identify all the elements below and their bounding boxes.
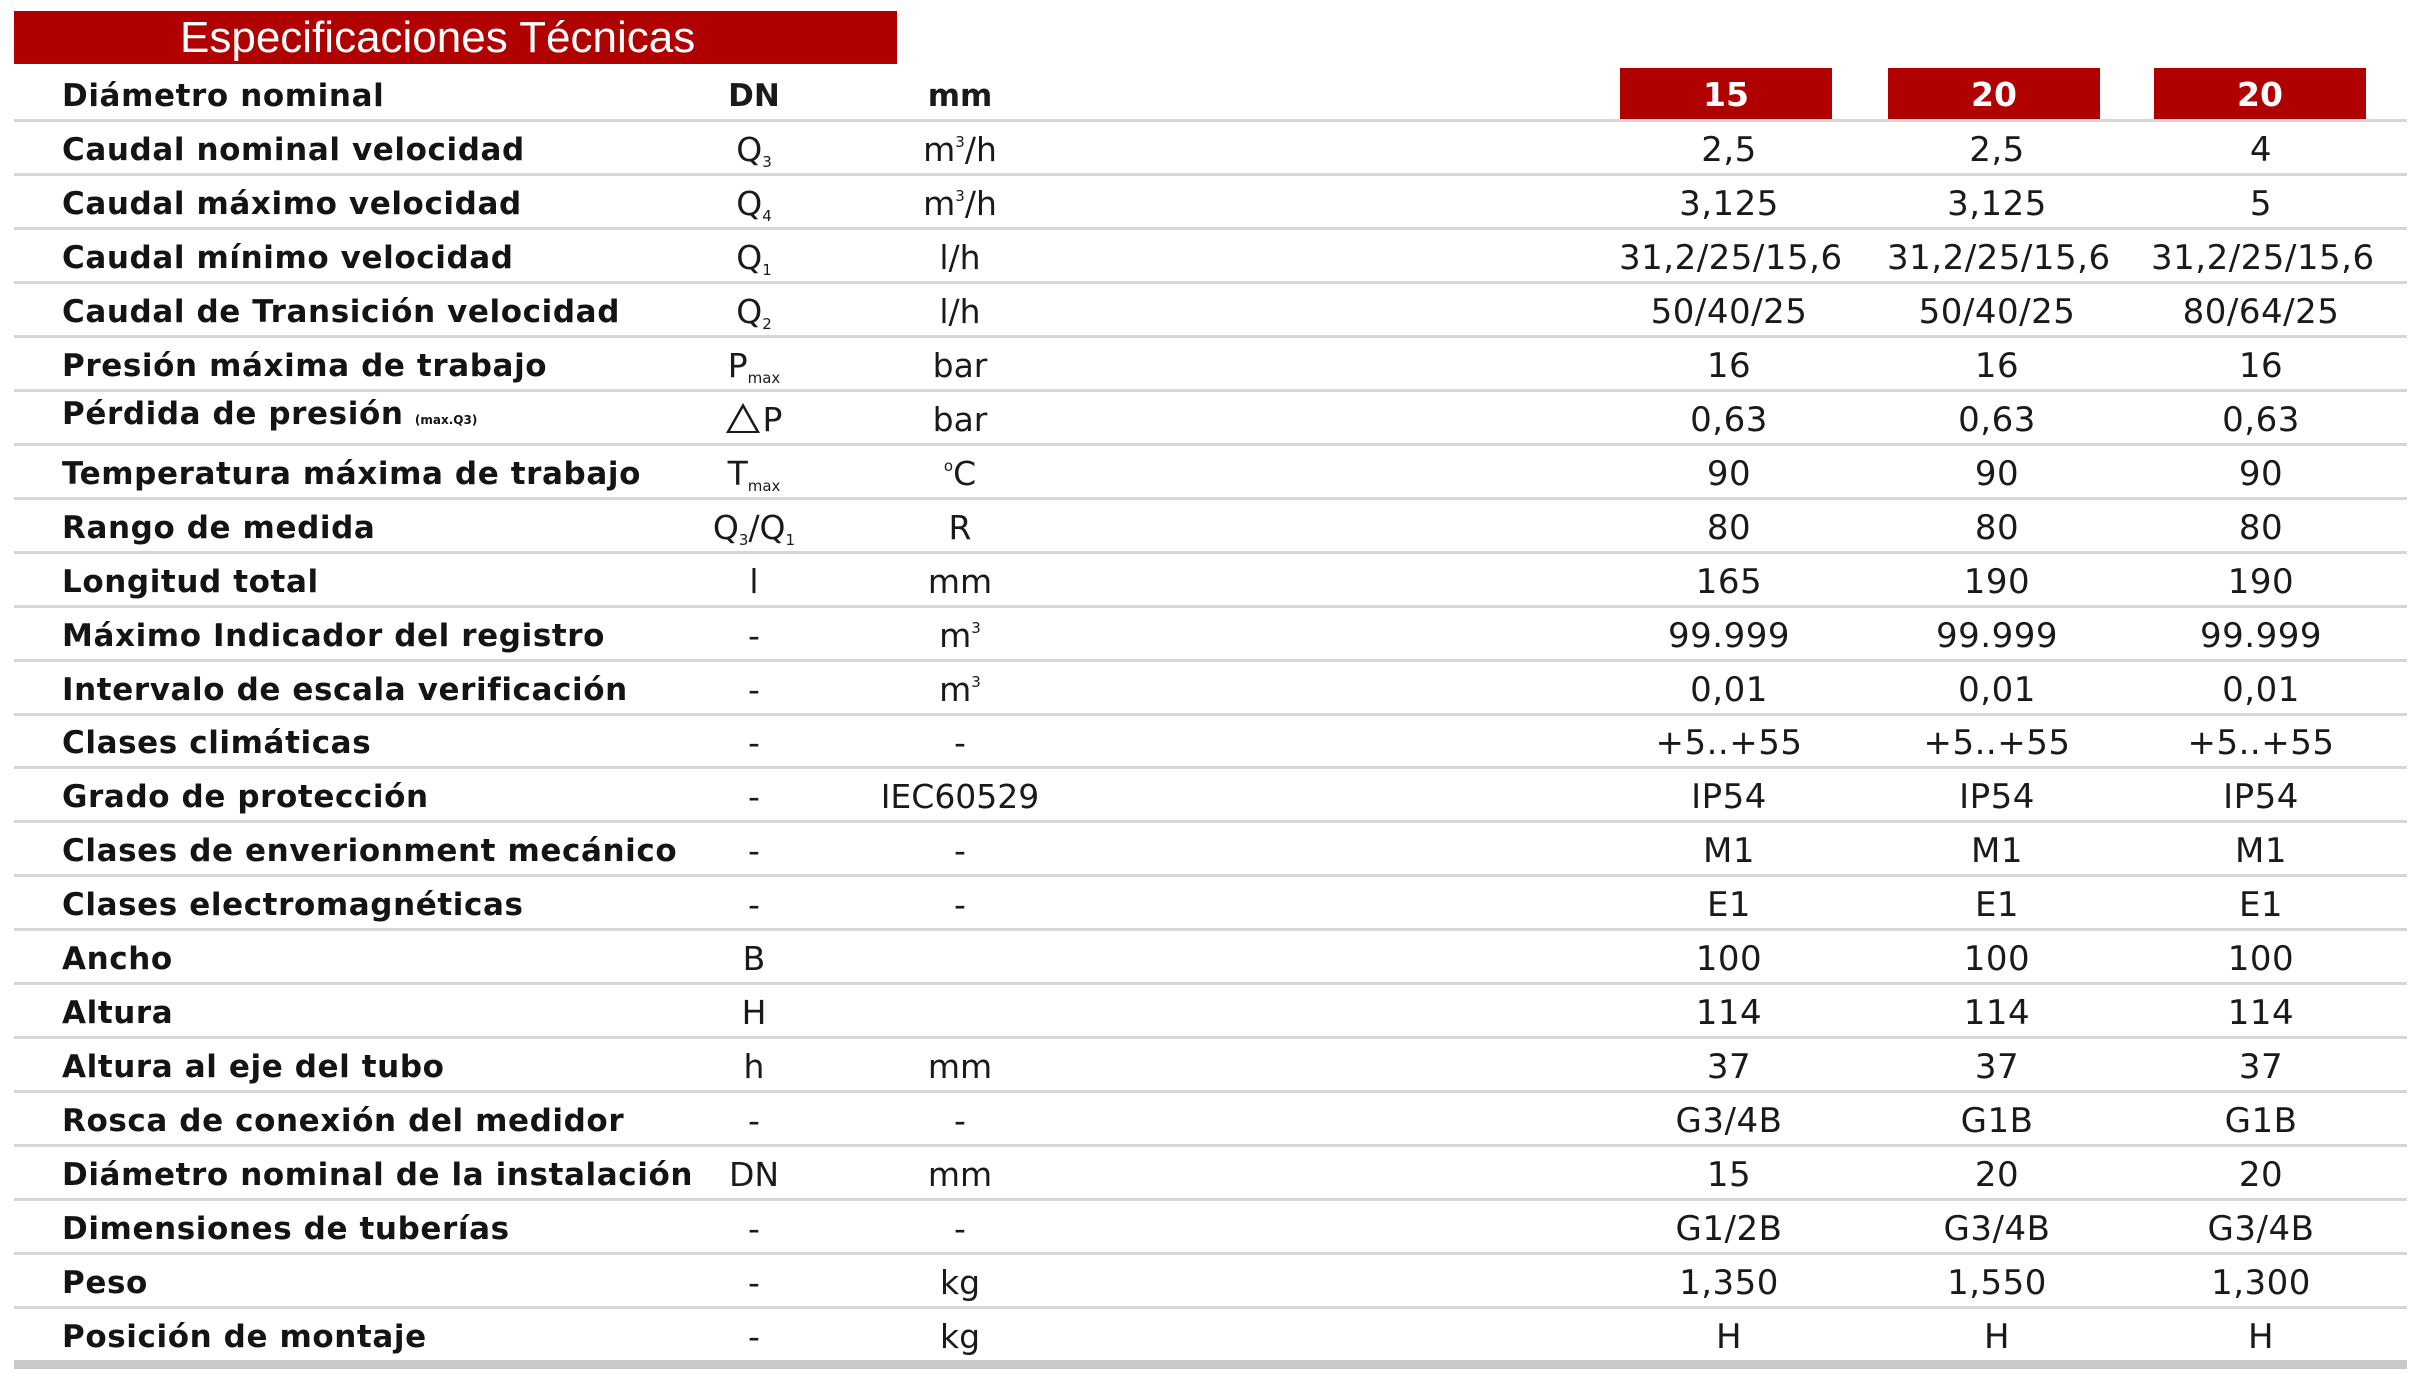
row-label [62,887,524,923]
row-value: 0,63 [1958,400,2036,440]
symbol-main: - [748,670,760,709]
table-row [14,446,2407,500]
row-unit [850,1103,1070,1139]
symbol-subscript: max [747,369,781,387]
symbol-subscript: max [747,477,781,495]
table-row [14,230,2407,284]
row-symbol [674,1103,834,1139]
unit-main: - [954,723,966,762]
row-label-text: Caudal máximo velocidad [62,186,522,222]
page-title: Especificaciones Técnicas [180,13,696,62]
row-value: 3,125 [1947,184,2047,224]
row-unit [850,1157,1070,1193]
header-row [14,68,2407,122]
row-label [62,240,514,276]
dn-column-header [1620,68,1832,121]
row-label [62,1049,445,1085]
row-value: M1 [2235,831,2287,871]
row-label-text: Intervalo de escala verificación [62,672,628,708]
row-label-text: Altura [62,995,174,1031]
row-label [62,294,620,330]
row-symbol [674,725,834,761]
row-value: IP54 [2223,777,2299,817]
row-value: 37 [1706,1047,1752,1087]
row-value: 0,01 [1958,670,2036,710]
symbol-tail-subscript: 1 [785,531,796,549]
unit-superscript: 3 [971,619,981,637]
row-label [62,186,522,222]
unit-superscript: 3 [955,133,965,151]
row-label [62,618,605,654]
row-unit [850,779,1070,815]
row-value: 90 [1706,454,1752,494]
row-value: 20 [1974,1155,2020,1195]
row-symbol [674,1211,834,1247]
row-symbol [674,564,834,600]
row-label [62,396,477,438]
symbol-main: Q [736,238,763,277]
unit-main: m [923,130,956,169]
symbol-main: T [727,454,748,493]
dn-value: 15 [1703,75,1749,114]
row-unit [850,186,1070,222]
row-label [62,672,628,708]
symbol-main: l [749,562,759,601]
row-label [62,1319,427,1355]
row-symbol [674,833,834,869]
row-value: E1 [1706,885,1752,925]
row-symbol [674,779,834,815]
symbol-subscript: 3 [738,531,749,549]
table-row [14,1201,2407,1255]
symbol-main: - [748,616,760,655]
row-label [62,348,547,384]
unit-degree: o [943,457,954,475]
row-value: 2,5 [1969,130,2025,170]
row-unit [850,240,1070,276]
unit-main: bar [932,400,988,439]
row-symbol [674,1157,834,1193]
table-row [14,1309,2407,1363]
row-unit [850,1049,1070,1085]
row-value: G3/4B [1943,1209,2051,1249]
row-label-text: Ancho [62,941,173,977]
row-value: 4 [2249,130,2273,170]
row-unit [850,887,1070,923]
row-unit [850,1319,1070,1355]
row-value: 90 [1974,454,2020,494]
row-value: H [1983,1317,2011,1357]
row-value: H [2247,1317,2275,1357]
symbol-tail: /Q [748,508,786,547]
unit-main: bar [932,346,988,385]
row-label-text: Diámetro nominal de la instalación [62,1157,694,1193]
symbol-main: - [748,1317,760,1356]
row-label [62,1211,510,1247]
row-label-text: Longitud total [62,564,319,600]
row-symbol [674,995,834,1031]
row-value: 99.999 [1936,616,2058,656]
table-row [14,931,2407,985]
row-value: 16 [1706,346,1752,386]
row-unit [850,294,1070,330]
table-row [14,1147,2407,1201]
header-unit: mm [927,78,993,114]
row-value: G1B [1960,1101,2034,1141]
header-label: Diámetro nominal [62,78,385,114]
title-banner [14,11,897,64]
table-row [14,338,2407,392]
dn-value: 20 [2237,75,2283,114]
symbol-main: - [748,723,760,762]
symbol-main: P [727,346,748,385]
row-unit [850,725,1070,761]
row-label-text: Clases de enverionment mecánico [62,833,678,869]
symbol-main: DN [728,1155,780,1194]
table-row [14,554,2407,608]
row-value: 16 [1974,346,2020,386]
symbol-main: - [748,831,760,870]
row-label-text: Pérdida de presión [62,396,404,432]
row-value: 31,2/25/15,6 [1887,238,2111,278]
symbol-main: Q [736,292,763,331]
row-value: 100 [1963,939,2031,979]
symbol-main: B [742,939,766,978]
row-value: 100 [2227,939,2295,979]
row-label-text: Caudal nominal velocidad [62,132,525,168]
symbol-main: - [748,777,760,816]
row-symbol [674,130,834,171]
dn-column-header [2154,68,2366,121]
row-label [62,725,371,761]
row-label-text: Temperatura máxima de trabajo [62,456,641,492]
row-label [62,1157,693,1193]
row-label-text: Clases electromagnéticas [62,887,524,923]
row-symbol [674,1319,834,1355]
unit-main: C [953,454,977,493]
table-row [14,1093,2407,1147]
row-unit [850,833,1070,869]
row-value: 165 [1695,562,1763,602]
unit-main: IEC60529 [880,777,1040,816]
row-label [62,564,319,600]
row-value: +5..+55 [1655,723,1803,763]
unit-superscript: 3 [971,673,981,691]
table-row [14,877,2407,931]
row-symbol [674,508,834,549]
row-unit [850,402,1070,438]
row-unit [850,618,1070,654]
row-symbol [674,618,834,654]
unit-main: kg [939,1263,981,1302]
table-row [14,500,2407,554]
row-label-text: Caudal mínimo velocidad [62,240,514,276]
table-row [14,823,2407,877]
row-value: 100 [1695,939,1763,979]
row-label [62,510,375,546]
unit-main: - [954,1209,966,1248]
delta-icon [726,403,760,433]
row-value: M1 [1703,831,1755,871]
unit-main: l/h [939,292,981,331]
row-label [62,779,429,815]
row-value: 114 [1963,993,2031,1033]
row-label-text: Altura al eje del tubo [62,1049,445,1085]
row-value: 20 [2238,1155,2284,1195]
symbol-main: Q [712,508,739,547]
header-symbol: DN [728,78,780,114]
row-unit [850,132,1070,168]
row-label-note: (max.Q3) [414,413,478,427]
row-unit [850,456,1070,492]
row-symbol [674,672,834,708]
row-label-text: Rosca de conexión del medidor [62,1103,625,1139]
symbol-main: - [748,1263,760,1302]
row-divider [14,1360,2407,1369]
row-label-text: Máximo Indicador del registro [62,618,606,654]
row-value: 90 [2238,454,2284,494]
unit-main: mm [927,562,993,601]
row-symbol [674,184,834,225]
row-value: 16 [2238,346,2284,386]
row-value: 114 [2227,993,2295,1033]
row-value: E1 [1974,885,2020,925]
symbol-subscript: 4 [762,207,772,225]
row-value: IP54 [1959,777,2035,817]
row-value: G3/4B [2207,1209,2315,1249]
row-value: E1 [2238,885,2284,925]
row-value: 31,2/25/15,6 [1619,238,1843,278]
symbol-main: - [748,885,760,924]
row-symbol [674,941,834,977]
table-row [14,284,2407,338]
symbol-main: H [741,993,767,1032]
table-row [14,715,2407,769]
unit-main: mm [927,1047,993,1086]
table-row [14,769,2407,823]
unit-main: l/h [939,238,981,277]
row-symbol [674,1265,834,1301]
symbol-main: Q [736,184,763,223]
unit-main: m [939,616,972,655]
symbol-subscript: 2 [762,315,772,333]
row-value: 0,63 [2222,400,2300,440]
row-value: 1,550 [1947,1263,2047,1303]
unit-main: - [954,831,966,870]
row-label-text: Presión máxima de trabajo [62,348,548,384]
row-symbol [674,238,834,279]
table-row [14,392,2407,446]
table-row [14,122,2407,176]
row-value: 80 [2238,508,2284,548]
row-label-text: Peso [62,1265,148,1301]
row-value: 114 [1695,993,1763,1033]
row-label [62,132,525,168]
unit-main: m [923,184,956,223]
row-value: G3/4B [1675,1101,1783,1141]
row-label [62,1103,624,1139]
row-value: 190 [1963,562,2031,602]
row-value: 37 [1974,1047,2020,1087]
symbol-main: Q [736,130,763,169]
unit-main: R [948,508,972,547]
row-unit [850,672,1070,708]
row-value: 0,01 [2222,670,2300,710]
row-value: IP54 [1691,777,1767,817]
row-value: 2,5 [1701,130,1757,170]
dn-column-header [1888,68,2100,121]
unit-tail: /h [964,130,997,169]
row-value: 80 [1974,508,2020,548]
row-label-text: Rango de medida [62,510,376,546]
table-row [14,1039,2407,1093]
unit-main: - [954,885,966,924]
row-unit [850,1265,1070,1301]
row-value: 99.999 [2200,616,2322,656]
row-label [62,833,677,869]
symbol-main: P [762,400,783,439]
row-value: 0,63 [1690,400,1768,440]
row-value: 31,2/25/15,6 [2151,238,2375,278]
row-value: 80 [1706,508,1752,548]
unit-tail: /h [964,184,997,223]
row-label-text: Grado de protección [62,779,429,815]
row-unit [850,348,1070,384]
row-unit [850,1211,1070,1247]
table-row [14,176,2407,230]
row-value: H [1715,1317,1743,1357]
row-label-text: Caudal de Transición velocidad [62,294,620,330]
row-value: G1/2B [1675,1209,1783,1249]
row-value: M1 [1971,831,2023,871]
row-label [62,456,641,492]
row-label [62,941,173,977]
row-value: 3,125 [1679,184,1779,224]
row-symbol [674,346,834,387]
row-value: 37 [2238,1047,2284,1087]
symbol-subscript: 1 [762,261,772,279]
row-value: 5 [2249,184,2273,224]
row-value: 80/64/25 [2182,292,2340,332]
unit-main: - [954,1101,966,1140]
symbol-main: - [748,1101,760,1140]
row-label-text: Posición de montaje [62,1319,427,1355]
row-symbol [674,402,834,438]
row-value: +5..+55 [1923,723,2071,763]
row-symbol [674,1049,834,1085]
row-value: 1,300 [2211,1263,2311,1303]
table-row [14,985,2407,1039]
row-value: 1,350 [1679,1263,1779,1303]
row-value: 99.999 [1668,616,1790,656]
row-symbol [674,887,834,923]
row-value: 15 [1706,1155,1752,1195]
row-label-text: Dimensiones de tuberías [62,1211,510,1247]
unit-main: kg [939,1317,981,1356]
row-unit [850,564,1070,600]
row-symbol [674,454,834,495]
row-label [62,1265,148,1301]
row-label-text: Clases climáticas [62,725,372,761]
unit-main: mm [927,1155,993,1194]
unit-main: m [939,670,972,709]
symbol-main: - [748,1209,760,1248]
row-value: 50/40/25 [1650,292,1808,332]
row-label [62,995,173,1031]
row-value: 0,01 [1690,670,1768,710]
row-unit [850,510,1070,546]
table-row [14,1255,2407,1309]
row-value: G1B [2224,1101,2298,1141]
symbol-main: h [743,1047,765,1086]
row-value: 190 [2227,562,2295,602]
row-symbol [674,292,834,333]
symbol-subscript: 3 [762,153,772,171]
dn-value: 20 [1971,75,2017,114]
row-value: +5..+55 [2187,723,2335,763]
unit-superscript: 3 [955,187,965,205]
table-row [14,662,2407,716]
table-row [14,608,2407,662]
row-value: 50/40/25 [1918,292,2076,332]
